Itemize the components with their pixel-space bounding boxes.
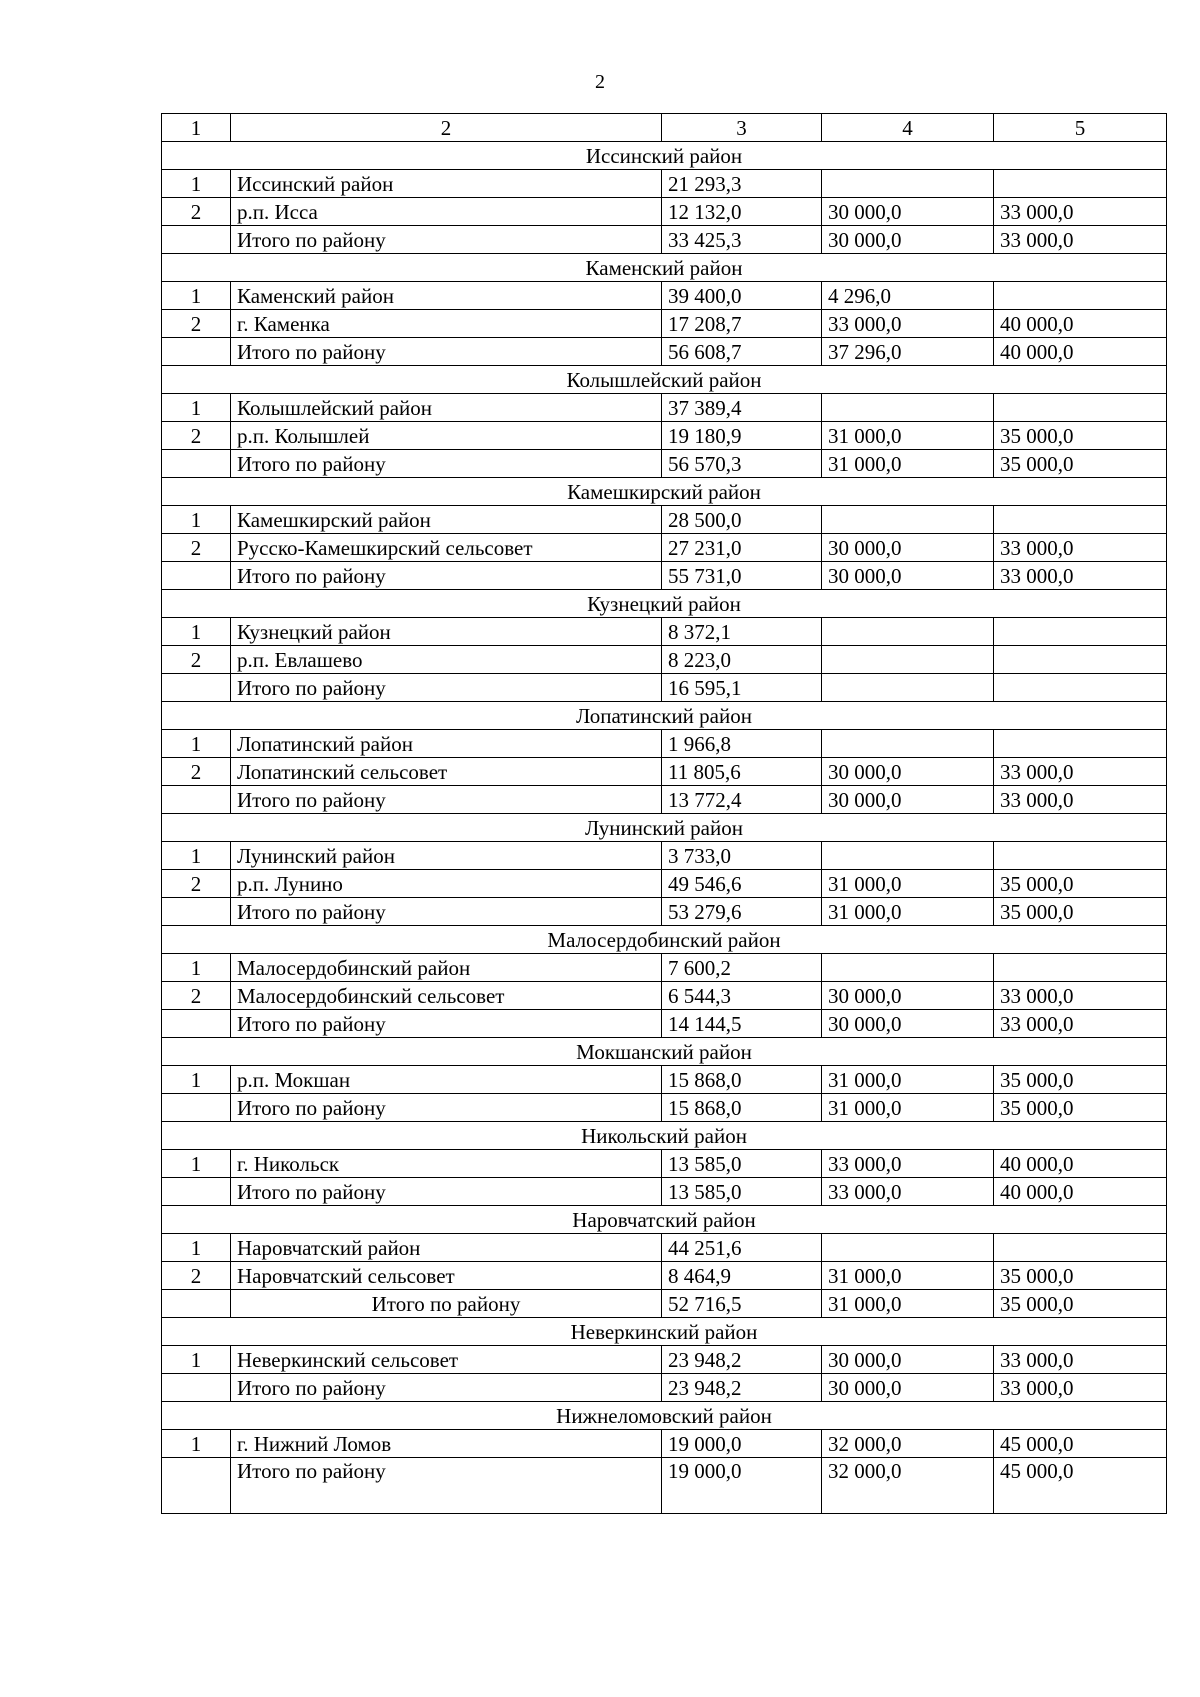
value-col-3: 17 208,7 bbox=[662, 310, 822, 338]
value-col-4 bbox=[822, 170, 994, 198]
section-header-row bbox=[162, 1402, 1167, 1430]
section-header-row bbox=[162, 478, 1167, 506]
row-number: 2 bbox=[162, 982, 231, 1010]
row-number: 1 bbox=[162, 842, 231, 870]
value-col-5: 33 000,0 bbox=[994, 226, 1167, 254]
header-row bbox=[162, 114, 1167, 142]
value-col-3: 15 868,0 bbox=[662, 1066, 822, 1094]
table-row bbox=[162, 1430, 1167, 1458]
table-row bbox=[162, 730, 1167, 758]
value-col-4: 33 000,0 bbox=[822, 310, 994, 338]
value-col-5 bbox=[994, 954, 1167, 982]
row-number bbox=[162, 1290, 231, 1318]
table-row bbox=[162, 1262, 1167, 1290]
row-number: 2 bbox=[162, 422, 231, 450]
header-cell-1: 1 bbox=[162, 114, 231, 142]
section-header-row bbox=[162, 142, 1167, 170]
value-col-4: 33 000,0 bbox=[822, 1178, 994, 1206]
value-col-4 bbox=[822, 674, 994, 702]
value-col-4 bbox=[822, 646, 994, 674]
value-col-5 bbox=[994, 394, 1167, 422]
header-cell-5: 5 bbox=[994, 114, 1167, 142]
row-number: 1 bbox=[162, 730, 231, 758]
value-col-5: 35 000,0 bbox=[994, 1262, 1167, 1290]
row-name: Малосердобинский сельсовет bbox=[231, 982, 662, 1010]
value-col-3: 7 600,2 bbox=[662, 954, 822, 982]
table-row bbox=[162, 170, 1167, 198]
row-number bbox=[162, 562, 231, 590]
row-name: Итого по району bbox=[231, 1178, 662, 1206]
table-row bbox=[162, 394, 1167, 422]
row-number bbox=[162, 786, 231, 814]
row-name: Неверкинский сельсовет bbox=[231, 1346, 662, 1374]
value-col-5 bbox=[994, 674, 1167, 702]
value-col-3: 13 585,0 bbox=[662, 1178, 822, 1206]
section-title: Камешкирский район bbox=[162, 478, 1167, 506]
section-header-row bbox=[162, 814, 1167, 842]
row-name: Итого по району bbox=[231, 786, 662, 814]
value-col-3: 15 868,0 bbox=[662, 1094, 822, 1122]
value-col-4: 31 000,0 bbox=[822, 1066, 994, 1094]
table-row bbox=[162, 422, 1167, 450]
value-col-5: 35 000,0 bbox=[994, 870, 1167, 898]
row-name: Лунинский район bbox=[231, 842, 662, 870]
value-col-3: 6 544,3 bbox=[662, 982, 822, 1010]
value-col-5: 40 000,0 bbox=[994, 338, 1167, 366]
row-name: р.п. Мокшан bbox=[231, 1066, 662, 1094]
table-row bbox=[162, 618, 1167, 646]
value-col-5 bbox=[994, 170, 1167, 198]
table-row bbox=[162, 310, 1167, 338]
value-col-5 bbox=[994, 646, 1167, 674]
row-number: 1 bbox=[162, 1430, 231, 1458]
value-col-5: 40 000,0 bbox=[994, 310, 1167, 338]
value-col-3: 23 948,2 bbox=[662, 1346, 822, 1374]
value-col-3: 44 251,6 bbox=[662, 1234, 822, 1262]
row-name: Итого по району bbox=[231, 450, 662, 478]
value-col-5 bbox=[994, 618, 1167, 646]
row-number bbox=[162, 338, 231, 366]
table-row bbox=[162, 1066, 1167, 1094]
value-col-4: 30 000,0 bbox=[822, 1010, 994, 1038]
section-title: Лунинский район bbox=[162, 814, 1167, 842]
row-number bbox=[162, 898, 231, 926]
section-title: Никольский район bbox=[162, 1122, 1167, 1150]
table-row bbox=[162, 1234, 1167, 1262]
value-col-4: 31 000,0 bbox=[822, 422, 994, 450]
value-col-3: 52 716,5 bbox=[662, 1290, 822, 1318]
value-col-4: 30 000,0 bbox=[822, 1374, 994, 1402]
value-col-3: 39 400,0 bbox=[662, 282, 822, 310]
value-col-5 bbox=[994, 730, 1167, 758]
value-col-3: 56 570,3 bbox=[662, 450, 822, 478]
section-header-row bbox=[162, 1206, 1167, 1234]
table-row bbox=[162, 506, 1167, 534]
section-title: Наровчатский район bbox=[162, 1206, 1167, 1234]
row-name: Итого по району bbox=[231, 338, 662, 366]
value-col-3: 53 279,6 bbox=[662, 898, 822, 926]
value-col-5: 40 000,0 bbox=[994, 1178, 1167, 1206]
row-name: Лопатинский район bbox=[231, 730, 662, 758]
total-row bbox=[162, 1178, 1167, 1206]
row-number bbox=[162, 226, 231, 254]
row-number: 1 bbox=[162, 170, 231, 198]
row-number bbox=[162, 1458, 231, 1514]
value-col-4 bbox=[822, 506, 994, 534]
row-number: 1 bbox=[162, 1234, 231, 1262]
row-name: г. Никольск bbox=[231, 1150, 662, 1178]
value-col-5: 33 000,0 bbox=[994, 1374, 1167, 1402]
row-number bbox=[162, 1374, 231, 1402]
value-col-3: 3 733,0 bbox=[662, 842, 822, 870]
value-col-3: 12 132,0 bbox=[662, 198, 822, 226]
row-number: 2 bbox=[162, 870, 231, 898]
row-number bbox=[162, 1178, 231, 1206]
value-col-5: 35 000,0 bbox=[994, 1066, 1167, 1094]
row-name: Итого по району bbox=[231, 898, 662, 926]
row-name: р.п. Колышлей bbox=[231, 422, 662, 450]
section-title: Мокшанский район bbox=[162, 1038, 1167, 1066]
section-header-row bbox=[162, 702, 1167, 730]
section-title: Неверкинский район bbox=[162, 1318, 1167, 1346]
section-title: Иссинский район bbox=[162, 142, 1167, 170]
value-col-4 bbox=[822, 842, 994, 870]
value-col-5: 33 000,0 bbox=[994, 198, 1167, 226]
total-row bbox=[162, 1374, 1167, 1402]
row-name: Наровчатский сельсовет bbox=[231, 1262, 662, 1290]
row-number: 2 bbox=[162, 534, 231, 562]
row-name: Итого по району bbox=[231, 1374, 662, 1402]
section-title: Нижнеломовский район bbox=[162, 1402, 1167, 1430]
value-col-5: 33 000,0 bbox=[994, 1346, 1167, 1374]
value-col-5: 35 000,0 bbox=[994, 450, 1167, 478]
value-col-3: 19 000,0 bbox=[662, 1458, 822, 1514]
value-col-4: 30 000,0 bbox=[822, 982, 994, 1010]
value-col-4: 30 000,0 bbox=[822, 786, 994, 814]
row-name: Итого по району bbox=[231, 1290, 662, 1318]
value-col-3: 13 772,4 bbox=[662, 786, 822, 814]
value-col-3: 37 389,4 bbox=[662, 394, 822, 422]
table-row bbox=[162, 842, 1167, 870]
row-name: Итого по району bbox=[231, 1010, 662, 1038]
row-number: 1 bbox=[162, 394, 231, 422]
row-number: 1 bbox=[162, 1066, 231, 1094]
total-row bbox=[162, 898, 1167, 926]
value-col-5 bbox=[994, 1234, 1167, 1262]
value-col-4: 31 000,0 bbox=[822, 898, 994, 926]
row-number: 1 bbox=[162, 1150, 231, 1178]
row-name: Лопатинский сельсовет bbox=[231, 758, 662, 786]
value-col-4: 30 000,0 bbox=[822, 1346, 994, 1374]
row-number: 1 bbox=[162, 1346, 231, 1374]
section-title: Малосердобинский район bbox=[162, 926, 1167, 954]
row-name: Малосердобинский район bbox=[231, 954, 662, 982]
row-name: р.п. Исса bbox=[231, 198, 662, 226]
row-number bbox=[162, 1010, 231, 1038]
value-col-4 bbox=[822, 618, 994, 646]
value-col-3: 33 425,3 bbox=[662, 226, 822, 254]
value-col-3: 13 585,0 bbox=[662, 1150, 822, 1178]
value-col-3: 27 231,0 bbox=[662, 534, 822, 562]
section-header-row bbox=[162, 1038, 1167, 1066]
row-name: Итого по району bbox=[231, 1458, 662, 1514]
row-name: Колышлейский район bbox=[231, 394, 662, 422]
row-name: Кузнецкий район bbox=[231, 618, 662, 646]
row-name: Итого по району bbox=[231, 674, 662, 702]
table-row bbox=[162, 534, 1167, 562]
value-col-3: 49 546,6 bbox=[662, 870, 822, 898]
total-row bbox=[162, 226, 1167, 254]
value-col-5: 35 000,0 bbox=[994, 898, 1167, 926]
value-col-3: 28 500,0 bbox=[662, 506, 822, 534]
row-name: р.п. Евлашево bbox=[231, 646, 662, 674]
value-col-3: 8 372,1 bbox=[662, 618, 822, 646]
value-col-3: 21 293,3 bbox=[662, 170, 822, 198]
section-header-row bbox=[162, 1318, 1167, 1346]
section-header-row bbox=[162, 254, 1167, 282]
row-number: 1 bbox=[162, 506, 231, 534]
value-col-4: 30 000,0 bbox=[822, 758, 994, 786]
value-col-5: 35 000,0 bbox=[994, 1290, 1167, 1318]
row-number: 2 bbox=[162, 1262, 231, 1290]
table-row bbox=[162, 954, 1167, 982]
table-row bbox=[162, 646, 1167, 674]
row-number bbox=[162, 674, 231, 702]
row-name: Итого по району bbox=[231, 562, 662, 590]
value-col-3: 23 948,2 bbox=[662, 1374, 822, 1402]
value-col-5: 33 000,0 bbox=[994, 786, 1167, 814]
value-col-5: 33 000,0 bbox=[994, 1010, 1167, 1038]
total-row bbox=[162, 1290, 1167, 1318]
value-col-5: 33 000,0 bbox=[994, 534, 1167, 562]
value-col-3: 19 180,9 bbox=[662, 422, 822, 450]
row-name: р.п. Лунино bbox=[231, 870, 662, 898]
value-col-4: 4 296,0 bbox=[822, 282, 994, 310]
budget-table bbox=[161, 113, 1167, 1514]
value-col-5: 45 000,0 bbox=[994, 1430, 1167, 1458]
value-col-4: 32 000,0 bbox=[822, 1458, 994, 1514]
value-col-4: 30 000,0 bbox=[822, 534, 994, 562]
row-name: Итого по району bbox=[231, 1094, 662, 1122]
row-number: 1 bbox=[162, 618, 231, 646]
total-row bbox=[162, 1094, 1167, 1122]
value-col-5 bbox=[994, 506, 1167, 534]
value-col-4: 32 000,0 bbox=[822, 1430, 994, 1458]
total-row bbox=[162, 450, 1167, 478]
table-row bbox=[162, 1150, 1167, 1178]
total-row bbox=[162, 786, 1167, 814]
value-col-5: 33 000,0 bbox=[994, 982, 1167, 1010]
value-col-5: 35 000,0 bbox=[994, 422, 1167, 450]
value-col-4: 37 296,0 bbox=[822, 338, 994, 366]
total-row bbox=[162, 562, 1167, 590]
total-row bbox=[162, 674, 1167, 702]
value-col-4: 30 000,0 bbox=[822, 198, 994, 226]
section-header-row bbox=[162, 590, 1167, 618]
total-row bbox=[162, 1458, 1167, 1514]
value-col-3: 16 595,1 bbox=[662, 674, 822, 702]
header-cell-2: 2 bbox=[231, 114, 662, 142]
value-col-5 bbox=[994, 842, 1167, 870]
value-col-5 bbox=[994, 282, 1167, 310]
value-col-3: 56 608,7 bbox=[662, 338, 822, 366]
row-name: Русско-Камешкирский сельсовет bbox=[231, 534, 662, 562]
row-name: Камешкирский район bbox=[231, 506, 662, 534]
value-col-4: 31 000,0 bbox=[822, 1094, 994, 1122]
value-col-4 bbox=[822, 954, 994, 982]
row-name: Итого по району bbox=[231, 226, 662, 254]
table-row bbox=[162, 982, 1167, 1010]
row-number bbox=[162, 450, 231, 478]
value-col-4 bbox=[822, 730, 994, 758]
row-name: Иссинский район bbox=[231, 170, 662, 198]
table-row bbox=[162, 282, 1167, 310]
section-header-row bbox=[162, 366, 1167, 394]
value-col-3: 8 464,9 bbox=[662, 1262, 822, 1290]
section-title: Каменский район bbox=[162, 254, 1167, 282]
value-col-4: 33 000,0 bbox=[822, 1150, 994, 1178]
row-number: 2 bbox=[162, 310, 231, 338]
row-number: 2 bbox=[162, 198, 231, 226]
table-row bbox=[162, 758, 1167, 786]
value-col-4: 31 000,0 bbox=[822, 870, 994, 898]
section-header-row bbox=[162, 1122, 1167, 1150]
value-col-4: 30 000,0 bbox=[822, 562, 994, 590]
value-col-3: 14 144,5 bbox=[662, 1010, 822, 1038]
value-col-4: 31 000,0 bbox=[822, 1290, 994, 1318]
section-title: Лопатинский район bbox=[162, 702, 1167, 730]
table-row bbox=[162, 198, 1167, 226]
value-col-4: 31 000,0 bbox=[822, 450, 994, 478]
section-title: Кузнецкий район bbox=[162, 590, 1167, 618]
value-col-3: 8 223,0 bbox=[662, 646, 822, 674]
value-col-3: 55 731,0 bbox=[662, 562, 822, 590]
value-col-5: 33 000,0 bbox=[994, 562, 1167, 590]
row-number: 1 bbox=[162, 954, 231, 982]
value-col-5: 33 000,0 bbox=[994, 758, 1167, 786]
value-col-5: 40 000,0 bbox=[994, 1150, 1167, 1178]
table-row bbox=[162, 1346, 1167, 1374]
value-col-3: 11 805,6 bbox=[662, 758, 822, 786]
row-name: г. Нижний Ломов bbox=[231, 1430, 662, 1458]
row-name: Каменский район bbox=[231, 282, 662, 310]
header-cell-4: 4 bbox=[822, 114, 994, 142]
row-number: 1 bbox=[162, 282, 231, 310]
table-row bbox=[162, 870, 1167, 898]
total-row bbox=[162, 338, 1167, 366]
value-col-5: 45 000,0 bbox=[994, 1458, 1167, 1514]
page-number: 2 bbox=[595, 71, 605, 93]
value-col-4: 31 000,0 bbox=[822, 1262, 994, 1290]
table-body bbox=[162, 114, 1167, 1514]
section-title: Колышлейский район bbox=[162, 366, 1167, 394]
value-col-5: 35 000,0 bbox=[994, 1094, 1167, 1122]
section-header-row bbox=[162, 926, 1167, 954]
row-number bbox=[162, 1094, 231, 1122]
value-col-4 bbox=[822, 1234, 994, 1262]
header-cell-3: 3 bbox=[662, 114, 822, 142]
value-col-3: 1 966,8 bbox=[662, 730, 822, 758]
row-number: 2 bbox=[162, 758, 231, 786]
value-col-4 bbox=[822, 394, 994, 422]
row-name: г. Каменка bbox=[231, 310, 662, 338]
total-row bbox=[162, 1010, 1167, 1038]
value-col-3: 19 000,0 bbox=[662, 1430, 822, 1458]
row-number: 2 bbox=[162, 646, 231, 674]
row-name: Наровчатский район bbox=[231, 1234, 662, 1262]
value-col-4: 30 000,0 bbox=[822, 226, 994, 254]
